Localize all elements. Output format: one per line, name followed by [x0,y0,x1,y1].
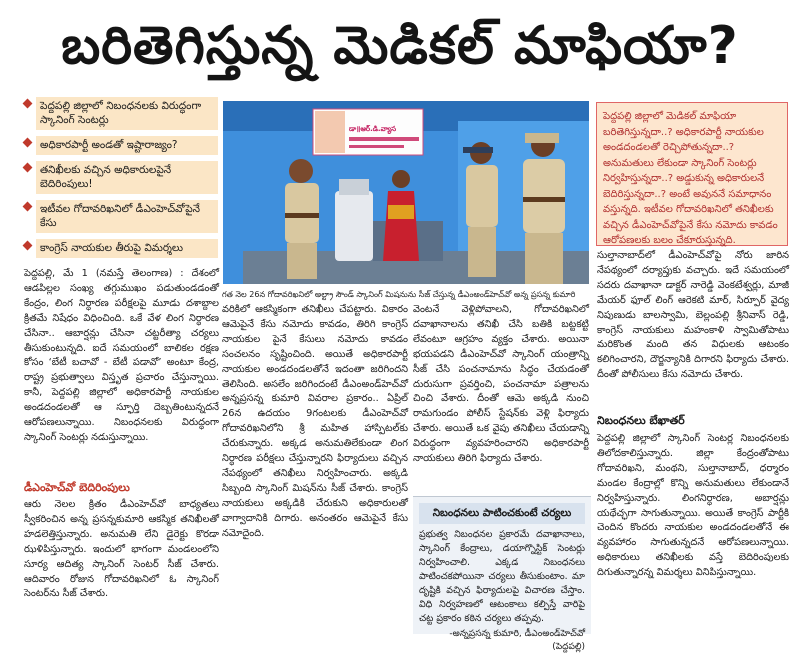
headline: బరితెగిస్తున్న మెడికల్ మాఫియా? [61,16,739,76]
highlights-list [22,97,218,257]
highlight-item: పెద్దపల్లి జిల్లాలో నిబంధనలకు విరుద్ధంగా స్కానింగ్ సెంటర్లు [22,97,218,130]
subheading-rules-ignored: నిబంధనలు బేఖాతర్ [597,414,685,427]
svg-text:డా॥ఆర్.డి.వ్యాస: డా॥ఆర్.డి.వ్యాస [349,125,397,133]
bullet-marker-icon [23,99,33,109]
article-column-4-continued: పెద్దపల్లి జిల్లాలో స్కానింగ్ సెంటర్ల నిబంధనలకు తిలోదకాలిస్తున్నారు. జిల్లా కేంద్రంతోపాటు గోదావరిఖని, మంథని, సుల్తానాబాద్, ధర్మారం మండల కేంద్రాల్లో కొన్ని అనుమతులు లేకుండానే నిర్వహిస్తున్నారు. లింగనిర్ధారణ, అబార్షన్లు యథేచ్ఛగా సాగుతున్నాయి. అయితే కాంగ్రెస్ పార్టీకి చెందిన కొందరు నాయకుల అండదండలతోనే ఈ వ్యవహారం సాగుతున్నదనే ఆరోపణలున్నాయి. అధికారులు తనిఖీలకు వస్తే బెదిరింపులకు దిగుతున్నారన్న విమర్శలు వినిపిస్తున్నాయి. [597,433,789,579]
highlight-item: తనిఖీలకు వచ్చిన అధికారులపైనే బెదిరింపులు! [22,161,218,194]
bullet-marker-icon [23,138,33,148]
bullet-marker-icon [23,163,33,173]
bullet-marker-icon [23,202,33,212]
bullet-marker-icon [23,241,33,251]
highlight-item: అధికారపార్టీ అండతో ఇష్టారాజ్యం? [22,136,218,155]
article-column-1-continued: ఆరు నెలల క్రితం డీఎంహెచ్‌వో బాధ్యతలు స్వీకరించిన అన్న ప్రసన్నకుమారి ఆకస్మిక తనిఖీలతో హడలెత్తిస్తున్నారు. అనుమతి లేని డైరెక్టు కొరడా ఝళిపిస్తున్నారు. ఇందులో భాగంగా మండలంలోని సూర్య ఆదిత్య స్కానింగ్ సెంటర్ సీజ్ చేశారు. ఆదివారం రోజున గోదావరిఖనిలో ఓ స్కానింగ్ సెంటర్‌ను సీజ్ చేశారు. [24,499,219,600]
quote-sidebox [413,496,591,652]
sidebox-body: ప్రభుత్వ నిబంధనల ప్రకారమే దవాఖానాలు, స్కానింగ్ కేంద్రాలు, డయాగ్నొస్టిక్ సెంటర్లు నిర్వహించాలి. ఎక్కడ నిబంధనలు పాటించకపోయినా చర్యలు తీసుకుంటాం. మా దృష్టికి వచ్చిన ఫిర్యాదులపై విచారణ చేస్తాం. విధి నిర్వహణలో ఆటంకాలు కల్పిస్తే వారిపై చట్ట ప్రకారం కఠిన చర్యలు తప్పవు. [419,529,585,624]
article-column-3: వెంటనే వెళ్లిపోవాలని, గోదావరిఖనిలో దవాఖానాలను తనిఖీ చేసి బతికి బట్టకట్టి లేవంటూ ఆగ్రహం వ్యక్తం చేశారు. అయినా భయపడని డీఎంహెచ్‌వో స్కానింగ్ యంత్రాన్ని సీజ్ చేసి పంచనామాను సిద్ధం చేయడంతో దురుసుగా ప్రవర్తించి, పంచనామా పత్రాలను చించి వేశారు. దీంతో ఆమె అక్కడి నుంచి రామగుండం పోలీస్ స్టేషన్‌కు వెళ్లి ఫిర్యాదు చేశారు. అయితే ఒక వైపు తనిఖీలు చేయడాన్ని విరుద్ధంగా వ్యవహరించారని అధికారపార్టీ నాయకులు తిరిగి ఫిర్యాదు చేశారు. [413,304,589,465]
highlight-item: కాంగ్రెస్ నాయకుల తీరుపై విమర్శలు [22,239,218,258]
subheading-dmho-threats: డీఎంహెచ్‌వో బెదిరింపులు [24,481,130,494]
summary-box: పెద్దపల్లి జిల్లాలో మెడికల్ మాఫియా బరితెగిస్తున్నదా..? అధికారపార్టీ నాయకుల అండదండలతో రెచ్చిపోతున్నదా..? అనుమతులు లేకుండా స్కానింగ్ సెంటర్లు నిర్వహిస్తున్నదా..? అడ్డుకున్న అధికారులనే బెదిరిస్తున్నదా..? అంటే అవుననే సమాధానం వస్తున్నది. ఇటీవల గోదావరిఖనిలో తనిఖీలకు వచ్చిన డీఎంహెచ్‌వోపైనే కేసు నమోదు కావడం ఆరోపణలకు బలం చేకూరుస్తున్నది. [596,102,788,246]
highlight-item: ఇటీవల గోదావరిఖనిలో డీఎంహెచ్‌వోపైనే కేసు [22,200,218,233]
sidebox-title: నిబంధనలు పాటించకుంటే చర్యలు [419,503,585,524]
news-photo [223,101,589,284]
photo-caption: గత నెల 26న గోదావరిఖనిలో అల్ట్రా సౌండ్ స్కానింగ్ మిషనును సీజ్ చేస్తున్న డీఎంఅండ్‌హెచ్‌వో అన్న ప్రసన్న కుమారి [222,290,576,299]
article-column-1: పెద్దపల్లి, మే 1 (నమస్తే తెలంగాణ) : దేశంలో ఆడపిల్లల సంఖ్య తగ్గుముఖం పడుతుండడంతో కేంద్రం, లింగ నిర్ధారణ పరీక్షలపై మూడు దశాబ్దాల క్రితమే నిషేధం విధించింది. ఒకే వేళ లింగ నిర్ధారణ చేసినా.. ఆబార్షన్లు చేసినా చట్టరీత్యా చర్యలు తీసుకుంటున్నది. ఐదే సమయంలో బాలికల రక్షణ కోసం ‘బేటీ బచావో - బేటీ పడావో’ అంటూ కేంద్ర, రాష్ట్ర ప్రభుత్వాలు విస్తృత ప్రచారం చేస్తున్నాయి. కానీ, పెద్దపల్లి జిల్లాలో అధికారపార్టీ నాయకుల అండదండలతో ఆ స్ఫూర్తి దెబ్బతింటున్నదనే ఆరోపణలున్నాయి. నిబంధనలకు విరుద్ధంగా స్కానింగ్ సెంటర్లు నడుస్తున్నాయి. [24,268,219,443]
article-column-2: వరికిలో ఆకస్మికంగా తనిఖీలు చేపట్టారు. వికారం ఆమెపైనే కేసు నమోదు కావడం, తిరిగి కాంగ్రెస్ నాయకుల పైనే కేసులు నమోదు కావడం సంచలనం సృష్టించింది. అయితే అధికారపార్టీ నాయకుల అండదండలతోనే ఇదంతా జరిగిందని తెలిసింది. అసలేం జరిగిందంటే డీఎంఅండ్‌హెచ్‌వో అన్నప్రసన్న కుమారి వివరాల ప్రకారం.. ఏప్రిల్ 26న ఉదయం 9గంటలకు డీఎంహెచ్‌వో గోదావరిఖనిలోని శ్రీ మహిత హాస్పిటల్‌కు చేరుకున్నారు. అక్కడ అనుమతిలేకుండా లింగ నిర్ధారణ పరీక్షలు చేస్తున్నారని ఫిర్యాదులు వచ్చిన నేపథ్యంలో తనిఖీలు నిర్వహించారు. అక్కడి సిబ్బంది స్కానింగ్ మిషన్‌ను సీజ్ చేశారు. కాంగ్రెస్ నాయకులు అక్కడికి చేరుకుని అధికారులతో వాగ్వాదానికి దిగారు. అనంతరం ఆమెపైనే కేసు నమోదైంది. [222,304,408,539]
clinic-inspection-illustration [223,101,589,284]
article-column-4: సుల్తానాబాద్‌లో డీఎంహెచ్‌వోపై నోరు జారిన నేపథ్యంలో దర్యాప్తుకు వచ్చారు. ఇదే సమయంలో సదరు దవాఖానా డాక్టర్ నారెడ్డి వెంకటేశ్వర్లు, మాజీ మేయర్ ఫూల్ లింగ్ ఆరెకటి మార్, సిర్పూర్ వైద్య నిపుణుడు బాలస్వామి, బెల్లంపల్లి శ్రీనివాస్ రెడ్డి, కాంగ్రెస్ నాయకులు మహంకాళి స్వామితోపాటు మరికొంత మంది తన విధులకు ఆటంకం కలిగించారని, దౌర్జన్యానికి దిగారని ఫిర్యాదు చేశారు. దీంతో పోలీసులు కేసు నమోదు చేశారు. [597,250,789,381]
sidebox-signature: -అన్నప్రసన్న కుమారి, డీఎంఅండ్‌హెచ్‌వో (పెద్దపల్లి) [449,629,585,652]
